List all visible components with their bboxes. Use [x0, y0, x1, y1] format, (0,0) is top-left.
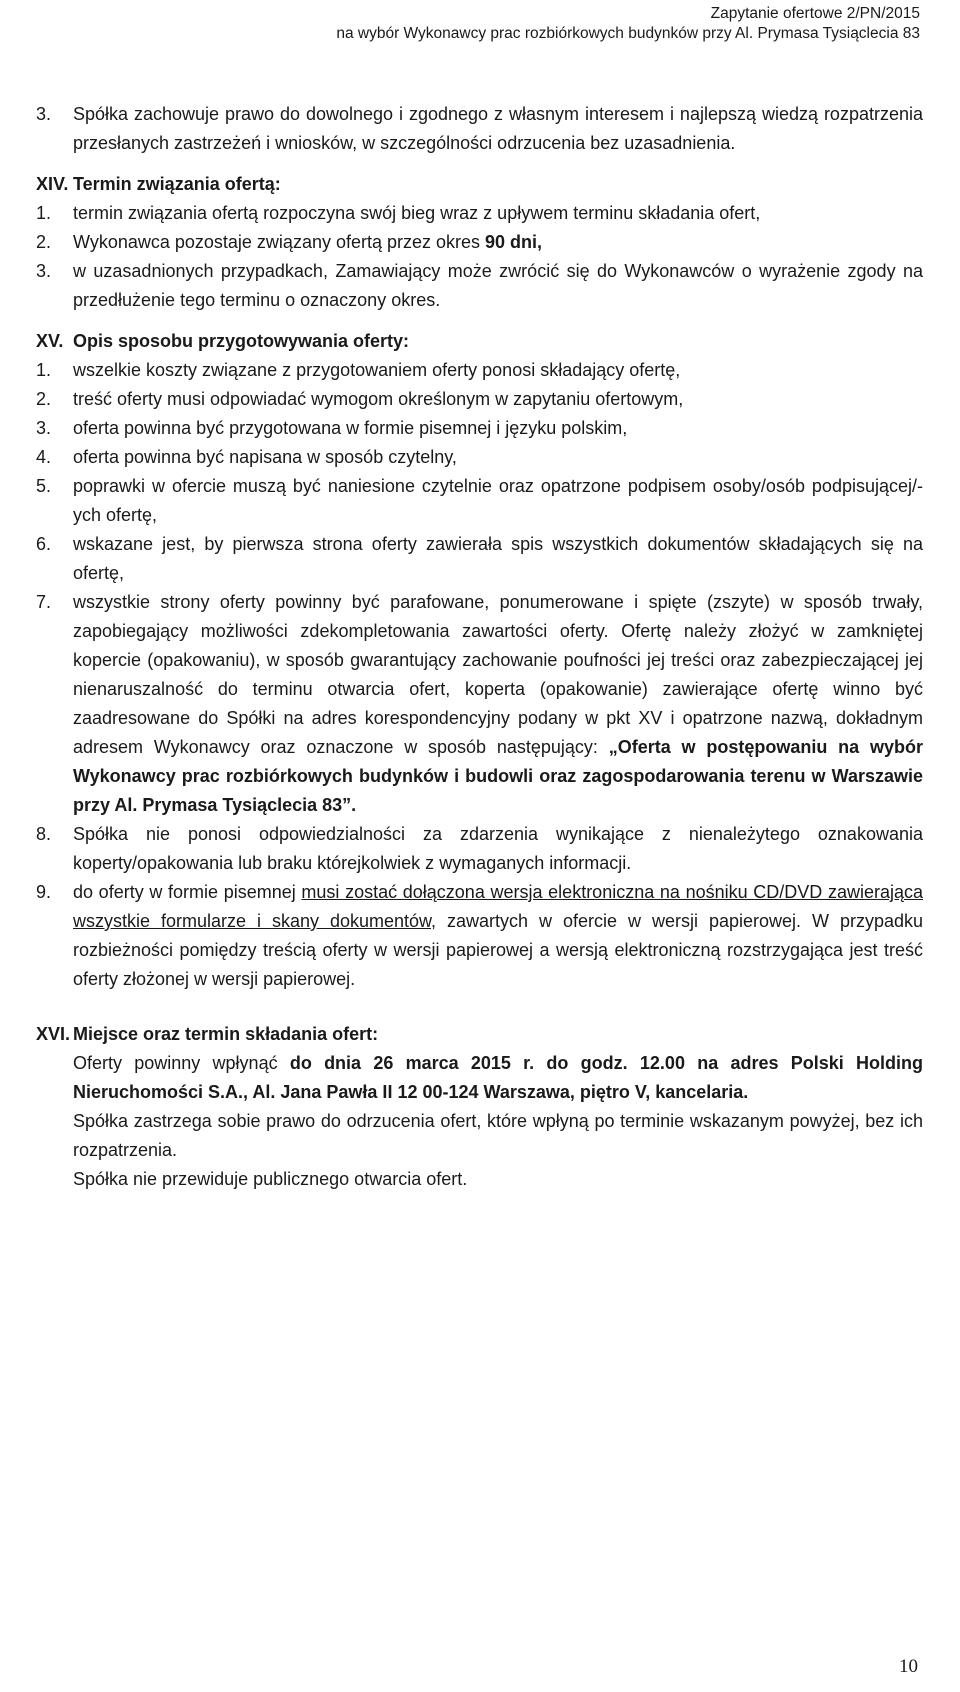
paragraph: Spółka nie przewiduje publicznego otwarcia ofert.	[73, 1169, 468, 1189]
item-text: Spółka zachowuje prawo do dowolnego i zgodnego z własnym interesem i najlepszą wiedzą rozpatrzenia przesłanych zastrzeżeń i wniosków, w szczególności odrzucenia bez uzasadnienia.	[73, 104, 923, 153]
list-item: 7. wszystkie strony oferty powinny być parafowane, ponumerowane i spięte (zszyte) w sposób trwały, zapobiegający możliwości zdekompletowania zawartości oferty. Ofertę należy złożyć w zamkniętej kopercie (opakowaniu), w sposób gwarantujący zachowanie poufności jej treści oraz zabezpieczającej jej nienaruszalność do terminu otwarcia ofert, koperta (opakowanie) zawierające ofertę winno być zaadresowane do Spółki na adres korespondencyjny podany w pkt XV i opatrzone nazwą, dokładnym adresem Wykonawcy oraz oznaczone w sposób następujący: „Oferta w postępowaniu na wybór Wykonawcy prac rozbiórkowych budynków i budowli oraz zagospodarowania terenu w Warszawie przy Al. Prymasa Tysiąclecia 83”.	[36, 592, 923, 815]
section-title: Termin związania ofertą:	[73, 174, 281, 194]
list-item	[36, 100, 923, 158]
section-heading-xvi: XVI. Miejsce oraz termin składania ofert:	[36, 1020, 923, 1049]
document-body	[36, 100, 923, 1194]
deadline-address: do dnia 26 marca 2015 r. do godz. 12.00 na adres Polski Holding Nieruchomości S.A., Al. Jana Pawła II 12 00-124 Warszawa, piętro V, kancelaria.	[73, 1053, 923, 1102]
section-heading-xiv: XIV. Termin związania ofertą:	[36, 170, 923, 199]
list-item: 1. termin związania ofertą rozpoczyna swój bieg wraz z upływem terminu składania ofert,	[36, 203, 761, 223]
section-title: Opis sposobu przygotowywania oferty:	[73, 331, 410, 351]
bold-period: 90 dni,	[485, 232, 543, 252]
underlined-requirement: musi zostać dołączona wersja elektroniczna na nośniku CD/DVD zawierająca wszystkie formularze i skany dokumentów	[73, 882, 923, 931]
list-item: 5. poprawki w ofercie muszą być naniesione czytelnie oraz opatrzone podpisem osoby/osób podpisującej/-ych ofertę,	[36, 476, 923, 525]
section-heading-xv: XV. Opis sposobu przygotowywania oferty:	[36, 327, 923, 356]
header-title: Zapytanie ofertowe 2/PN/2015	[710, 5, 920, 22]
list-item: 3. oferta powinna być przygotowana w formie pisemnej i języku polskim,	[36, 418, 628, 438]
page-number: 10	[899, 1656, 918, 1677]
envelope-label: „Oferta w postępowaniu na wybór Wykonawcy prac rozbiórkowych budynków i budowli oraz zagospodarowania terenu w Warszawie przy Al. Prymasa Tysiąclecia 83”.	[73, 737, 923, 815]
paragraph: Oferty powinny wpłynąć do dnia 26 marca 2015 r. do godz. 12.00 na adres Polski Holding Nieruchomości S.A., Al. Jana Pawła II 12 00-124 Warszawa, piętro V, kancelaria.	[73, 1053, 923, 1102]
list-item: 2. Wykonawca pozostaje związany ofertą przez okres 90 dni,	[36, 232, 543, 252]
section-title: Miejsce oraz termin składania ofert:	[73, 1024, 379, 1044]
list-item: 4. oferta powinna być napisana w sposób czytelny,	[36, 447, 457, 467]
list-item: 8. Spółka nie ponosi odpowiedzialności za zdarzenia wynikające z nienależytego oznakowania koperty/opakowania lub braku którejkolwiek z wymaganych informacji.	[36, 824, 923, 873]
page-header	[336, 4, 920, 44]
list-item: 3. w uzasadnionych przypadkach, Zamawiający może zwrócić się do Wykonawców o wyrażenie zgody na przedłużenie tego terminu o oznaczony okres.	[36, 261, 923, 310]
paragraph: Spółka zastrzega sobie prawo do odrzucenia ofert, które wpłyną po terminie wskazanym powyżej, bez ich rozpatrzenia.	[73, 1111, 923, 1160]
item-number: 3.	[36, 104, 52, 124]
list-item: 1. wszelkie koszty związane z przygotowaniem oferty ponosi składający ofertę,	[36, 360, 681, 380]
list-item: 6. wskazane jest, by pierwsza strona oferty zawierała spis wszystkich dokumentów składających się na ofertę,	[36, 534, 923, 583]
header-subtitle: na wybór Wykonawcy prac rozbiórkowych budynków przy Al. Prymasa Tysiąclecia 83	[336, 25, 920, 42]
list-item: 9. do oferty w formie pisemnej musi zostać dołączona wersja elektroniczna na nośniku CD/DVD zawierająca wszystkie formularze i skany dokumentów, zawartych w ofercie w wersji papierowej. W przypadku rozbieżności pomiędzy treścią oferty w wersji papierowej a wersją elektroniczną rozstrzygająca jest treść oferty złożonej w wersji papierowej.	[36, 882, 923, 989]
list-item: 2. treść oferty musi odpowiadać wymogom określonym w zapytaniu ofertowym,	[36, 389, 684, 409]
